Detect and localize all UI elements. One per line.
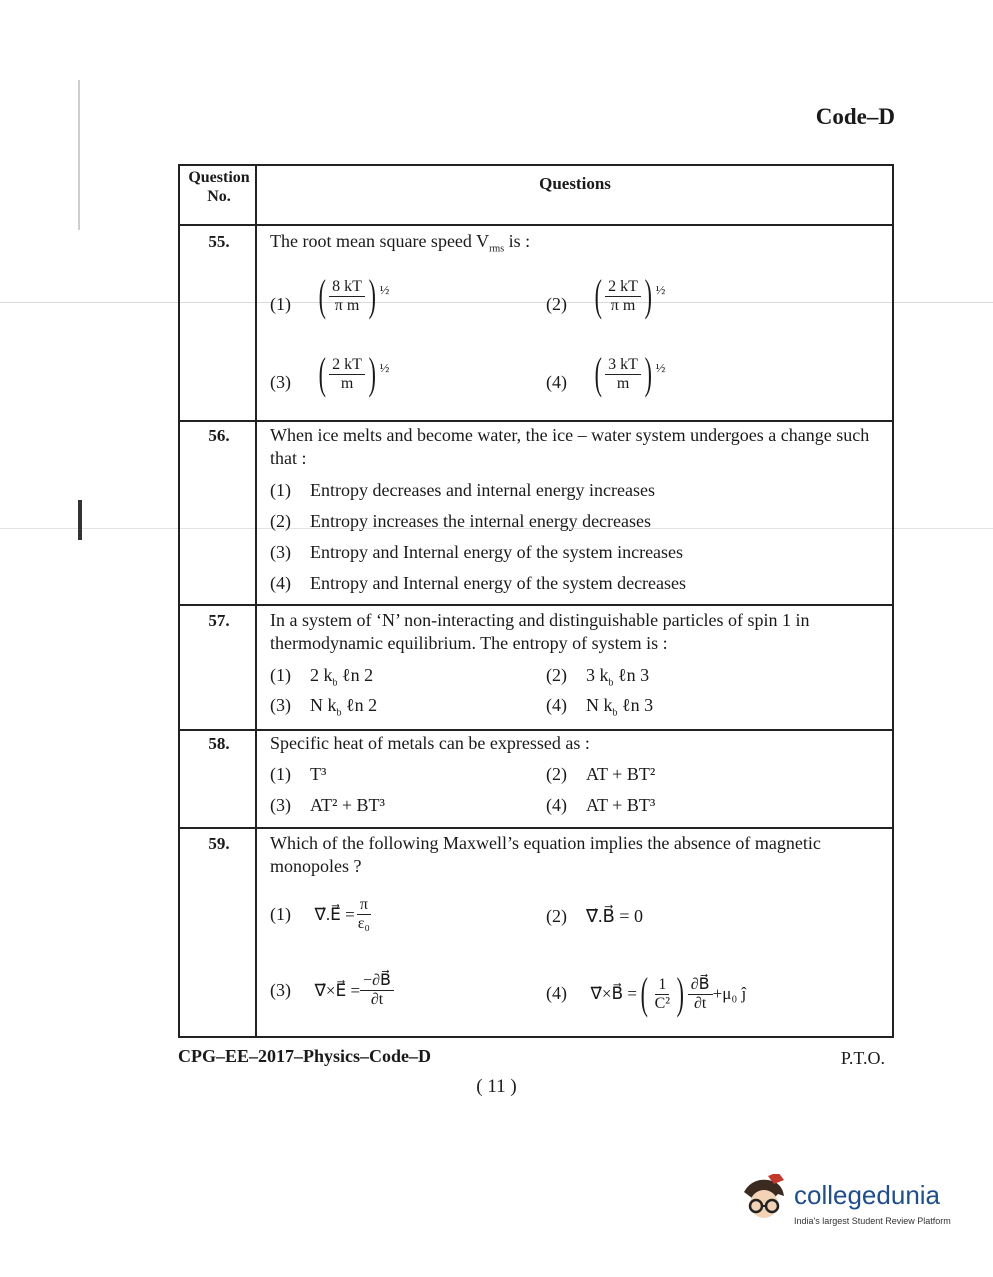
- brand-name: collegedunia: [794, 1180, 941, 1210]
- scan-mark: [78, 500, 82, 540]
- paper-footer-code: CPG–EE–2017–Physics–Code–D: [178, 1046, 432, 1066]
- option: (4) ∇⃗×B⃗ = ( 1 C² ) ∂B⃗ ∂t +μ₀ ĵ: [546, 969, 747, 1018]
- option: (3) Entropy and Internal energy of the system increases: [270, 542, 684, 562]
- option: (2) 3 $k_b$ ℓn 3: [546, 665, 650, 689]
- option: (2) ∇⃗.B⃗ = 0: [546, 906, 644, 926]
- header-question-no: Question No.: [188, 169, 250, 205]
- option: (3) N $k_b$ ℓn 2: [270, 695, 378, 719]
- option: (2) AT + BT²: [546, 764, 656, 784]
- question-text: Specific heat of metals can be expressed as :: [270, 733, 590, 753]
- option: (4) Entropy and Internal energy of the system decreases: [270, 573, 687, 593]
- option: (4) ( 3 kT m ) ½: [546, 349, 666, 398]
- brand-logo: [738, 1174, 968, 1234]
- option: (1) ∇⃗.E⃗ = $\frac{\pi}{\text{ε₀}}$: [270, 896, 370, 932]
- question-text: The root mean square speed $V_{rms}$ is :: [270, 231, 531, 255]
- option: (2) Entropy increases the internal energy decreases: [270, 511, 652, 531]
- pto-label: P.T.O.: [840, 1048, 885, 1068]
- option: (3) ( 2 kT m ) ½: [270, 349, 390, 398]
- question-text: In a system of ‘N’ non-interacting and distinguishable particles of spin 1 in thermodynamic equilibrium. The entropy of system is :: [270, 610, 810, 653]
- option: (4) AT + BT³: [546, 795, 656, 815]
- row-divider: [180, 827, 892, 829]
- scan-mark: [78, 80, 80, 230]
- question-text: When ice melts and become water, the ice – water system undergoes a change such that :: [270, 425, 870, 468]
- question-text: Which of the following Maxwell’s equation implies the absence of magnetic monopoles ?: [270, 833, 821, 876]
- question-number: 55.: [208, 232, 230, 251]
- option: (1) ( 8 kT π m ) ½: [270, 271, 390, 320]
- option: (1) T³: [270, 764, 327, 784]
- question-number: 58.: [208, 734, 230, 753]
- option: (1) Entropy decreases and internal energy increases: [270, 480, 656, 500]
- row-divider: [180, 224, 892, 226]
- option: (3) ∇⃗×E⃗ = $\frac{-\partial B⃗}{\partial t}$: [270, 972, 394, 1009]
- question-number: 56.: [208, 426, 230, 445]
- questions-table: [178, 164, 894, 1038]
- paper-code: Code–D: [815, 104, 895, 129]
- option: (3) AT² + BT³: [270, 795, 385, 815]
- option: (2) ( 2 kT π m ) ½: [546, 271, 666, 320]
- column-divider: [255, 166, 257, 1036]
- brand-mascot-icon: [738, 1174, 792, 1230]
- row-divider: [180, 420, 892, 422]
- option: (4) N $k_b$ ℓn 3: [546, 695, 654, 719]
- question-number: 59.: [208, 834, 230, 853]
- option: (1) 2 $k_b$ ℓn 2: [270, 665, 374, 689]
- row-divider: [180, 604, 892, 606]
- brand-tagline: India's largest Student Review Platform: [794, 1216, 951, 1226]
- row-divider: [180, 729, 892, 731]
- page-number: ( 11 ): [476, 1076, 517, 1097]
- question-number: 57.: [208, 611, 230, 630]
- header-questions: Questions: [539, 174, 611, 193]
